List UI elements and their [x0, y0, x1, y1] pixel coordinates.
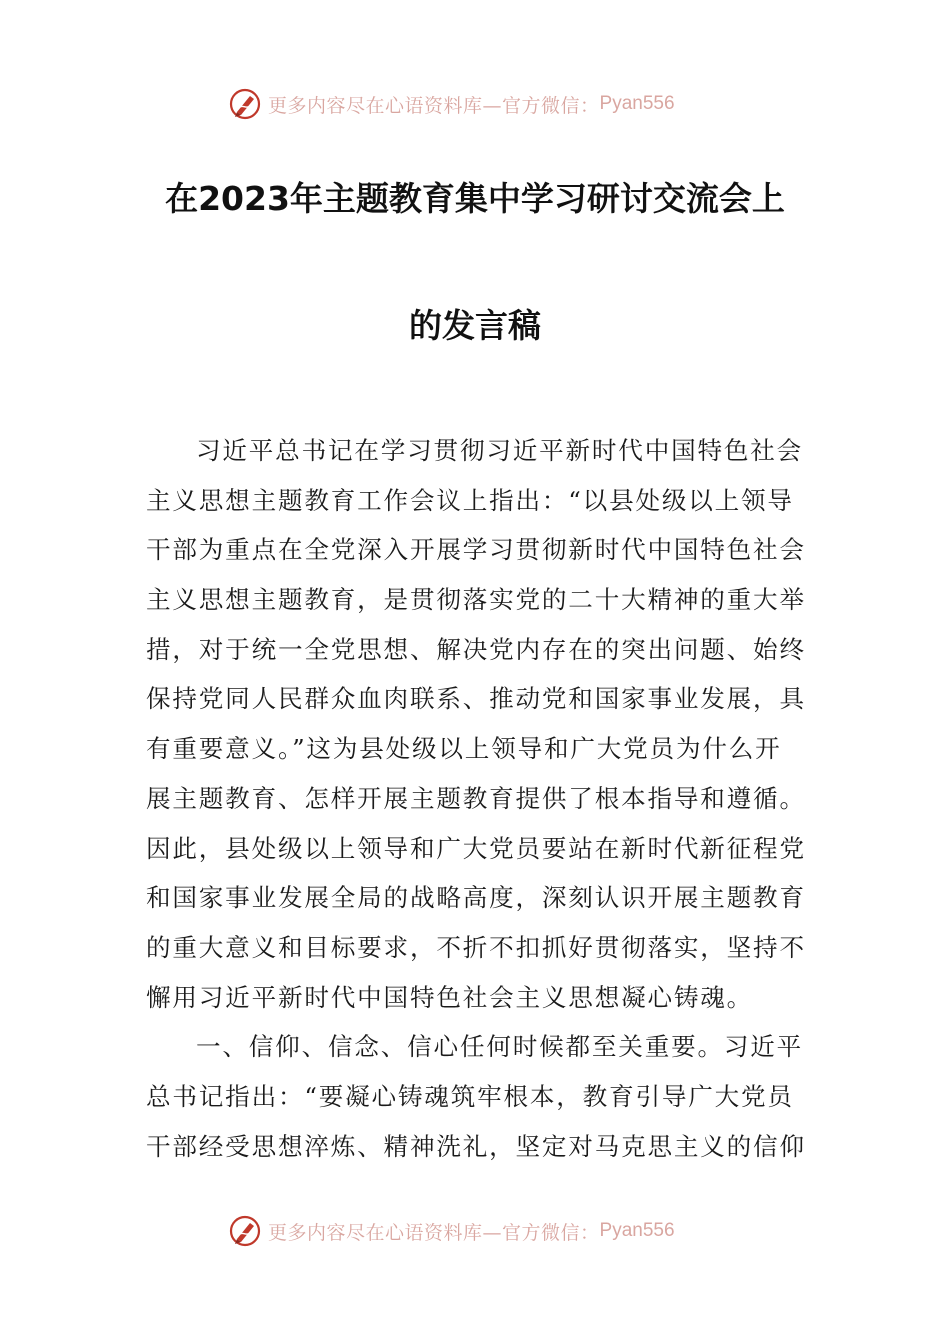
body-line: 措，对于统一全党思想、解决党内存在的突出问题、始终 — [146, 634, 806, 664]
document-title-line-1: 在2023年主题教育集中学习研讨交流会上 — [165, 179, 785, 218]
watermark-header — [228, 84, 728, 124]
body-line: 有重要意义。”这为县处级以上领导和广大党员为什么开 — [146, 734, 782, 764]
body-line: 干部为重点在全党深入开展学习贯彻新时代中国特色社会 — [146, 535, 806, 565]
document-body — [146, 426, 806, 1171]
body-line: 干部经受思想淬炼、精神洗礼，坚定对马克思主义的信仰 — [146, 1131, 806, 1161]
body-line: 一、信仰、信念、信心任何时候都至关重要。习近平 — [196, 1032, 804, 1062]
body-line: 因此，县处级以上领导和广大党员要站在新时代新征程党 — [146, 833, 806, 863]
body-line: 展主题教育、怎样开展主题教育提供了根本指导和遵循。 — [146, 783, 806, 813]
pen-logo-icon — [228, 87, 262, 121]
document-title-line-2: 的发言稿 — [409, 306, 541, 345]
watermark-footer — [228, 1211, 728, 1251]
body-line: 主义思想主题教育，是贯彻落实党的二十大精神的重大举 — [146, 585, 806, 615]
watermark-text: 更多内容尽在心语资料库—官方微信： — [268, 1221, 600, 1244]
pen-logo-icon — [228, 1214, 262, 1248]
body-line: 懈用习近平新时代中国特色社会主义思想凝心铸魂。 — [146, 982, 754, 1012]
body-line: 总书记指出：“要凝心铸魂筑牢根本，教育引导广大党员 — [146, 1081, 794, 1111]
watermark-wechat-id: Pyan556 — [599, 93, 675, 114]
body-line: 的重大意义和目标要求，不折不扣抓好贯彻落实，坚持不 — [146, 932, 806, 962]
watermark-text: 更多内容尽在心语资料库—官方微信： — [268, 94, 600, 117]
body-line: 和国家事业发展全局的战略高度，深刻认识开展主题教育 — [146, 883, 806, 913]
body-line: 主义思想主题教育工作会议上指出：“以县处级以上领导 — [146, 485, 794, 515]
body-line: 保持党同人民群众血肉联系、推动党和国家事业发展，具 — [146, 684, 806, 714]
watermark-wechat-id: Pyan556 — [599, 1220, 675, 1241]
body-line: 习近平总书记在学习贯彻习近平新时代中国特色社会 — [196, 436, 804, 465]
